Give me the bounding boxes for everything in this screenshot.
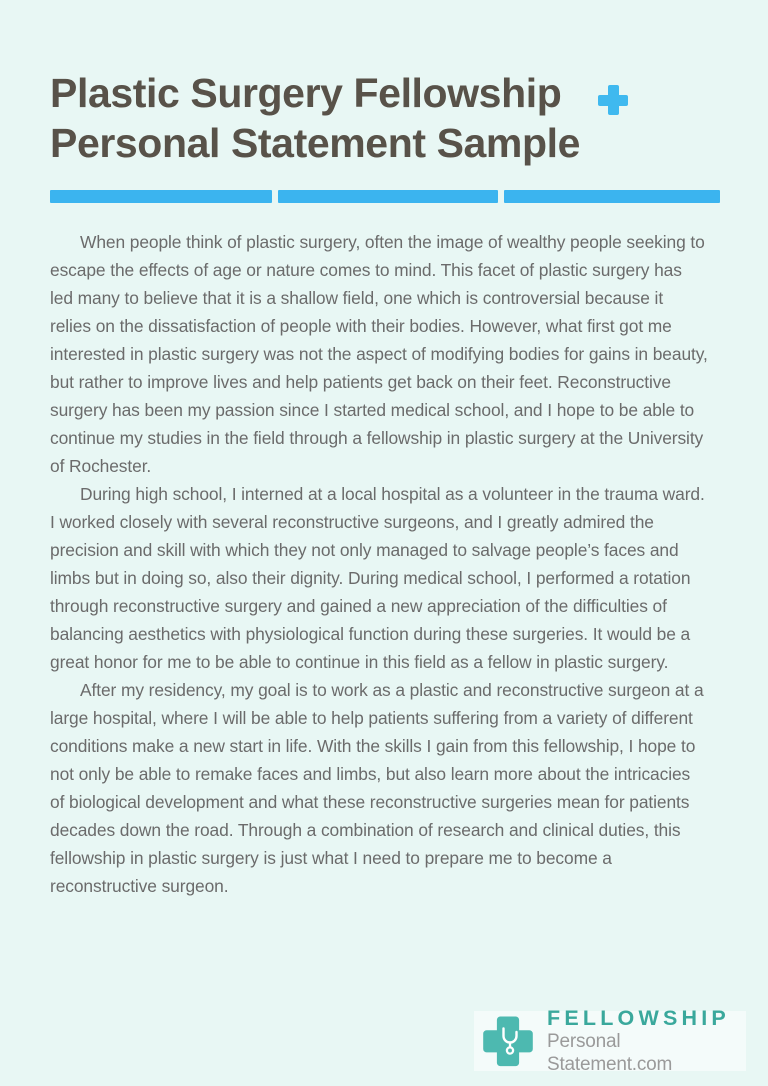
- page-title: [50, 68, 610, 168]
- essay-paragraph-3: After my residency, my goal is to work as a plastic and reconstructive surgeon at a large hospital, where I will be able to help patients suffering from a variety of different conditions make a new start in life. With the skills I gain from this fellowship, I hope to not only be able to remake faces and limbs, but also learn more about the intricacies of biological development and what these reconstructive surgeries mean for patients decades down the road. Through a combination of research and clinical duties, this fellowship in plastic surgery is just what I need to prepare me to become a reconstructive surgeon.: [50, 680, 704, 896]
- title-row: [50, 68, 722, 168]
- plus-icon-vertical-bar: [608, 85, 619, 115]
- logo-wordmark: [547, 1006, 746, 1076]
- title-divider: [50, 190, 720, 203]
- logo-title: FELLOWSHIP: [547, 1006, 730, 1030]
- site-logo[interactable]: [474, 1006, 746, 1075]
- divider-segment-2: [278, 190, 498, 203]
- page-header: [50, 68, 722, 168]
- medical-plus-icon: [598, 85, 628, 115]
- medical-cross-stethoscope-icon: [480, 1014, 536, 1068]
- divider-segment-1: [50, 190, 272, 203]
- divider-segment-3: [504, 190, 720, 203]
- page-title-line-2: Personal Statement Sample: [50, 120, 581, 166]
- page-title-line-1: Plastic Surgery Fellowship: [50, 70, 562, 116]
- essay-paragraph-1: When people think of plastic surgery, often the image of wealthy people seeking to escape the effects of age or nature comes to mind. This facet of plastic surgery has led many to believe that it is a shallow field, one which is controversial because it relies on the dissatisfaction of people with their bodies. However, what first got me interested in plastic surgery was not the aspect of modifying bodies for gains in beauty, but rather to improve lives and help patients get back on their feet. Reconstructive surgery has been my passion since I started medical school, and I hope to be able to continue my studies in the field through a fellowship in plastic surgery at the University of Rochester.: [50, 232, 708, 476]
- essay-body: [50, 228, 708, 900]
- essay-paragraph-2: During high school, I interned at a local hospital as a volunteer in the trauma ward. I worked closely with several reconstructive surgeons, and I greatly admired the precision and skill with which they not only managed to salvage people’s faces and limbs but in doing so, also their dignity. During medical school, I performed a rotation through reconstructive surgery and gained a new appreciation of the difficulties of balancing aesthetics with physiological function during these surgeries. It would be a great honor for me to be able to continue in this field as a fellow in plastic surgery.: [50, 484, 705, 672]
- logo-subtitle: Personal Statement.com: [547, 1031, 673, 1075]
